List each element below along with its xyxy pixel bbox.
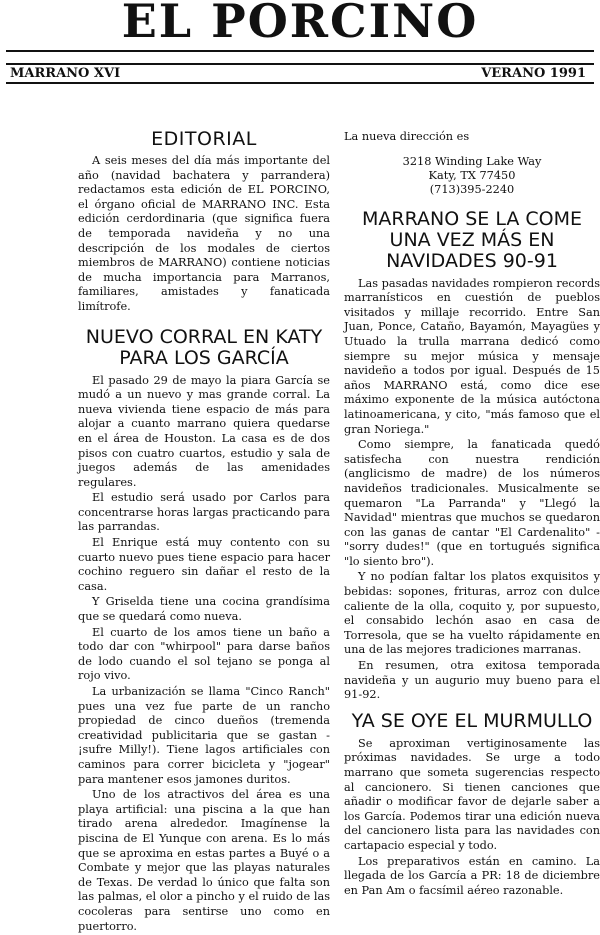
issue-bar-top-rule xyxy=(6,63,594,65)
navidades-paragraph: Como siempre, la fanaticada quedó satisfecha con nuestra rendición (anglicismo de madre) de los números navideños tradicionales. Musicalmente se quemaron "La Parranda" y "Llegó la Navidad" mientras que muchos se quedaron con las ganas de cantar "El Cardenalito" - "sorry dudes!" (que en tortugués significa "lo siento bro"). xyxy=(344,438,600,568)
corral-paragraph: El pasado 29 de mayo la piara García se mudó a un nuevo y mas grande corral. La nueva vivienda tiene espacio de más para alojar a cuanto marrano quiera quedarse en el área de Houston. La casa es de dos pisos con cuatro cuartos, estudio y sala de juegos además de las amenidades regulares. xyxy=(78,373,330,489)
corral-paragraph: La urbanización se llama "Cinco Ranch" pues una vez fue parte de un rancho propiedad de cinco dueños (tremenda creatividad publicitaria que se gastan - ¡sufre Milly!). Tiene lagos artificiales con caminos para correr bicicleta y "jogear" para mantener esos jamones duritos. xyxy=(78,685,330,786)
address-intro: La nueva dirección es xyxy=(344,130,470,143)
navidades-heading xyxy=(344,209,600,272)
navidades-heading-line-1: MARRANO SE LA COME xyxy=(361,207,582,230)
address-city: Katy, TX 77450 xyxy=(428,168,516,182)
murmullo-paragraph: Los preparativos están en camino. La llegada de los García a PR: 18 de diciembre en Pan Am o facsímil aéreo razonable. xyxy=(344,854,600,897)
navidades-paragraph: Y no podían faltar los platos exquisitos y bebidas: sopones, frituras, arroz con dulce caliente de la olla, coquito y, por supuesto, el consabido lechón asao en casa de Torresola, que se ha vuelto rápidamente en una de las mejores tradiciones marranas. xyxy=(344,570,600,657)
corral-heading xyxy=(78,327,330,369)
issue-number: MARRANO XVI xyxy=(10,66,121,81)
right-column xyxy=(344,122,600,899)
issue-bar xyxy=(6,66,594,82)
masthead-top-rule xyxy=(6,50,594,52)
navidades-paragraph: Las pasadas navidades rompieron records marranísticos en cuestión de pueblos visitados y millaje recorrido. Entre San Juan, Ponce, Cataño, Bayamón, Mayagües y Utuado la trulla marrana dedicó como siempre su mejor música y mensaje navideño a todos por igual. Después de 15 años MARRANO está, como dice ese máximo exponente de la música autóctona latinoamericana, y cito, "más famoso que el gran Noriega." xyxy=(344,276,600,436)
address-block xyxy=(344,155,600,197)
murmullo-heading: YA SE OYE EL MURMULLO xyxy=(351,709,593,732)
editorial-paragraph: A seis meses del día más importante del año (navidad bachatera y parrandera) redactamos esta edición de EL PORCINO, el órgano oficial de MARRANO INC. Esta edición cerdordinaria (que significa fuera de temporada navideña y no una descripción de los modales de ciertos miembros de MARRANO) contiene noticias de mucha importancia para Marranos, familiares, amistades y fanaticada limítrofe. xyxy=(78,154,330,313)
corral-paragraph: Y Griselda tiene una cocina grandísima que se quedará como nueva. xyxy=(78,595,330,624)
corral-paragraph: El cuarto de los amos tiene un baño a todo dar con "whirpool" para darse baños de lodo cuando el sol tejano se ponga al rojo vivo. xyxy=(78,625,330,683)
editorial-heading: EDITORIAL xyxy=(151,128,257,150)
corral-heading-line-2: PARA LOS GARCÍA xyxy=(119,346,289,369)
navidades-heading-line-2: UNA VEZ MÁS EN xyxy=(389,228,555,251)
navidades-heading-line-3: NAVIDADES 90-91 xyxy=(386,249,558,272)
corral-heading-line-1: NUEVO CORRAL EN KATY xyxy=(85,325,323,348)
issue-season: VERANO 1991 xyxy=(481,66,586,81)
navidades-paragraph: En resumen, otra exitosa temporada navideña y un augurio muy bueno para el 91-92. xyxy=(344,659,600,702)
issue-bar-bottom-rule xyxy=(6,82,594,84)
address-street: 3218 Winding Lake Way xyxy=(402,154,542,168)
address-phone: (713)395-2240 xyxy=(429,182,515,196)
corral-paragraph: Uno de los atractivos del área es una playa artificial: una piscina a la que han tirado arena alrededor. Imagínense la piscina de El Yunque con arena. Es lo más que se aproxima en estas partes a Buyé o a Combate y mejor que las playas naturales de Texas. De verdad lo único que falta son las palmas, el olor a pincho y el ruido de las cocoleras para sentirse uno como en puertorro. xyxy=(78,788,330,933)
murmullo-paragraph: Se aproximan vertiginosamente las próximas navidades. Se urge a todo marrano que someta sugerencias respecto al cancionero. Si tienen canciones que añadir o modificar favor de dejarle saber a los García. Podemos tirar una edición nueva del cancionero lista para las navidades con cartapacio especial y todo. xyxy=(344,736,600,852)
newsletter-title: EL PORCINO xyxy=(121,0,479,48)
corral-paragraph: El estudio será usado por Carlos para concentrarse horas largas practicando para las parrandas. xyxy=(78,491,330,534)
left-column xyxy=(78,122,330,935)
corral-paragraph: El Enrique está muy contento con su cuarto nuevo pues tiene espacio para hacer cochino reguero sin dañar el resto de la casa. xyxy=(78,536,330,593)
